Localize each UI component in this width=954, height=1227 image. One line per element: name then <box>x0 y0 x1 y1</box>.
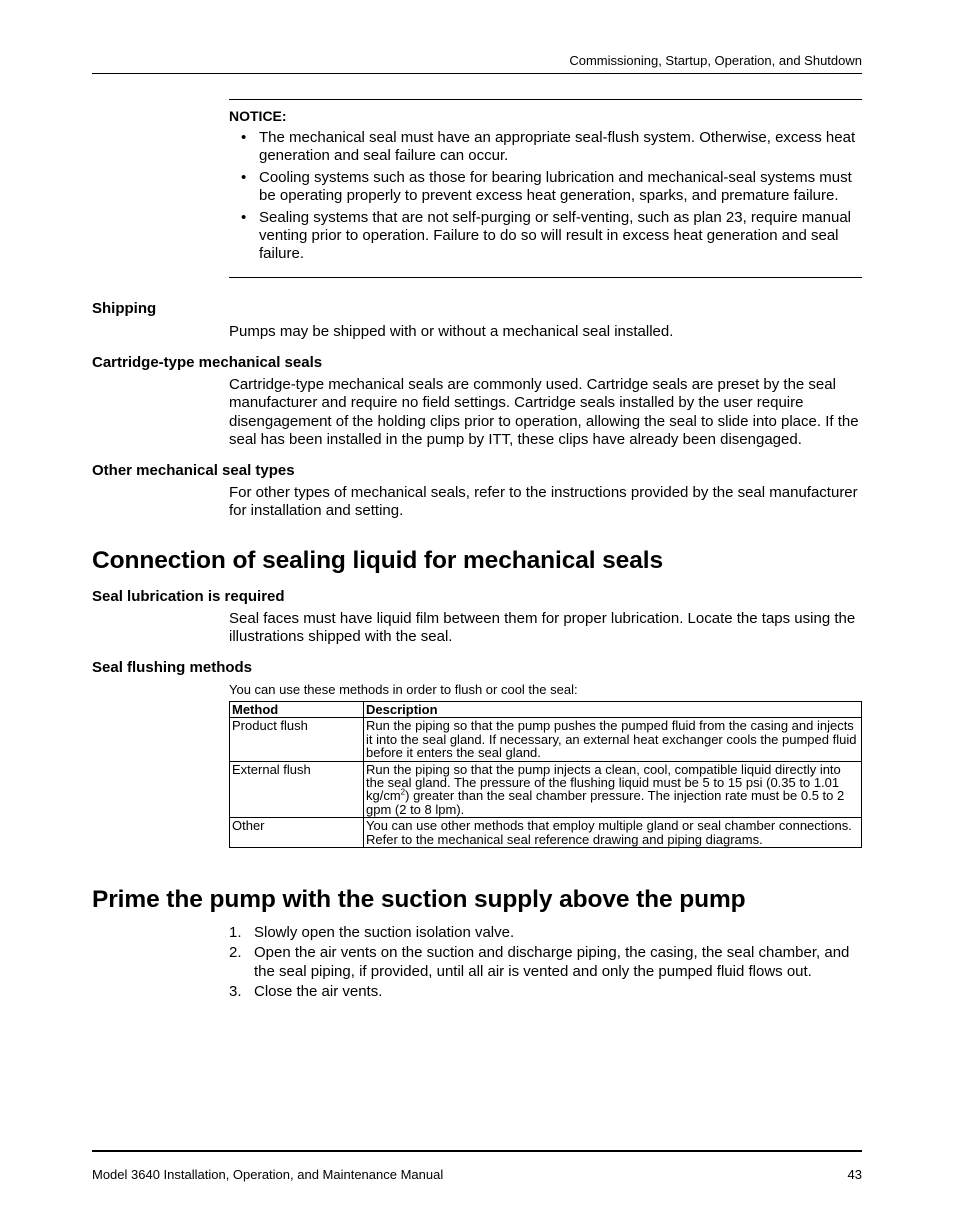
shipping-text: Pumps may be shipped with or without a mechanical seal installed. <box>229 323 674 340</box>
notice-item <box>229 129 862 165</box>
page-number: 43 <box>847 1167 862 1182</box>
flush-methods-table <box>229 701 862 848</box>
step-number: 3. <box>229 983 242 1000</box>
notice-bottom-rule <box>229 277 862 278</box>
description-column-header: Description <box>364 702 862 718</box>
header-rule <box>92 73 862 74</box>
description-text: Run the piping so that the pump injects a clean, cool, compatible liquid directly into the seal gland. The pressure of the flushing liquid must be 5 to 15 psi (0.35 to 1.01 kg/cm <box>366 761 841 804</box>
notice-item <box>229 209 862 263</box>
notice-item <box>229 169 862 205</box>
step-number: 1. <box>229 924 242 941</box>
bullet-icon: • <box>241 169 247 186</box>
method-cell: Other <box>230 818 364 848</box>
step-text: Slowly open the suction isolation valve. <box>254 924 515 941</box>
shipping-heading: Shipping <box>92 300 157 317</box>
method-cell: External flush <box>230 761 364 818</box>
description-cell: You can use other methods that employ multiple gland or seal chamber connections. Refer to the mechanical seal reference drawing and piping diagrams. <box>364 818 862 848</box>
lubrication-text: Seal faces must have liquid film between them for proper lubrication. Locate the taps using the illustrations shipped with the seal. <box>229 610 856 646</box>
prime-title: Prime the pump with the suction supply above the pump <box>92 886 746 913</box>
step-text: Open the air vents on the suction and discharge piping, the casing, the seal chamber, and the seal piping, if provided, until all air is vented and only the pumped fluid flows out. <box>254 944 850 980</box>
manual-title: Model 3640 Installation, Operation, and Maintenance Manual <box>92 1167 444 1182</box>
notice-item-text: Sealing systems that are not self-purging or self-venting, such as plan 23, require manual venting prior to operation. Failure to do so will result in excess heat generation and seal failure. <box>259 209 851 262</box>
method-cell: Product flush <box>230 718 364 761</box>
bullet-icon: • <box>241 209 247 226</box>
flushing-intro: You can use these methods in order to flush or cool the seal: <box>229 682 578 697</box>
step-item <box>229 943 862 981</box>
method-column-header: Method <box>230 702 364 718</box>
superscript: 2 <box>400 788 406 798</box>
cartridge-heading: Cartridge-type mechanical seals <box>92 354 323 371</box>
table-row <box>230 818 862 848</box>
notice-item-text: The mechanical seal must have an appropriate seal-flush system. Otherwise, excess heat generation and seal failure can occur. <box>259 129 856 164</box>
description-cell <box>364 761 862 818</box>
step-item <box>229 923 862 942</box>
other-types-heading: Other mechanical seal types <box>92 462 295 479</box>
footer-rule <box>92 1150 862 1152</box>
description-text: ) greater than the seal chamber pressure. The injection rate must be 0.5 to 2 gpm (2 to 8 lpm). <box>366 788 845 817</box>
prime-steps-list <box>229 923 862 1002</box>
step-text: Close the air vents. <box>254 983 383 1000</box>
notice-item-text: Cooling systems such as those for bearing lubrication and mechanical-seal systems must be operating properly to prevent excess heat generation, sparks, and premature failure. <box>259 169 852 204</box>
bullet-icon: • <box>241 129 247 146</box>
table-row <box>230 718 862 761</box>
connection-title: Connection of sealing liquid for mechanical seals <box>92 547 663 574</box>
cartridge-text: Cartridge-type mechanical seals are commonly used. Cartridge seals are preset by the seal manufacturer and require no field settings. Cartridge seals installed by the user require disengagement of the holding clips prior to operation, allowing the seal to slide into place. If the seal has been installed in the pump by ITT, these clips have already been disengaged. <box>229 376 859 448</box>
other-types-text: For other types of mechanical seals, refer to the instructions provided by the seal manufacturer for installation and setting. <box>229 484 858 520</box>
step-number: 2. <box>229 944 242 961</box>
lubrication-heading: Seal lubrication is required <box>92 588 285 605</box>
flushing-heading: Seal flushing methods <box>92 659 253 676</box>
notice-top-rule <box>229 99 862 100</box>
running-header: Commissioning, Startup, Operation, and Shutdown <box>569 53 862 68</box>
step-item <box>229 982 862 1001</box>
table-header-row <box>230 702 862 718</box>
notice-title: NOTICE: <box>229 108 287 124</box>
description-cell: Run the piping so that the pump pushes the pumped fluid from the casing and injects it into the seal gland. If necessary, an external heat exchanger cools the pumped fluid before it enters the seal gland. <box>364 718 862 761</box>
table-row <box>230 761 862 818</box>
notice-list <box>229 129 862 267</box>
